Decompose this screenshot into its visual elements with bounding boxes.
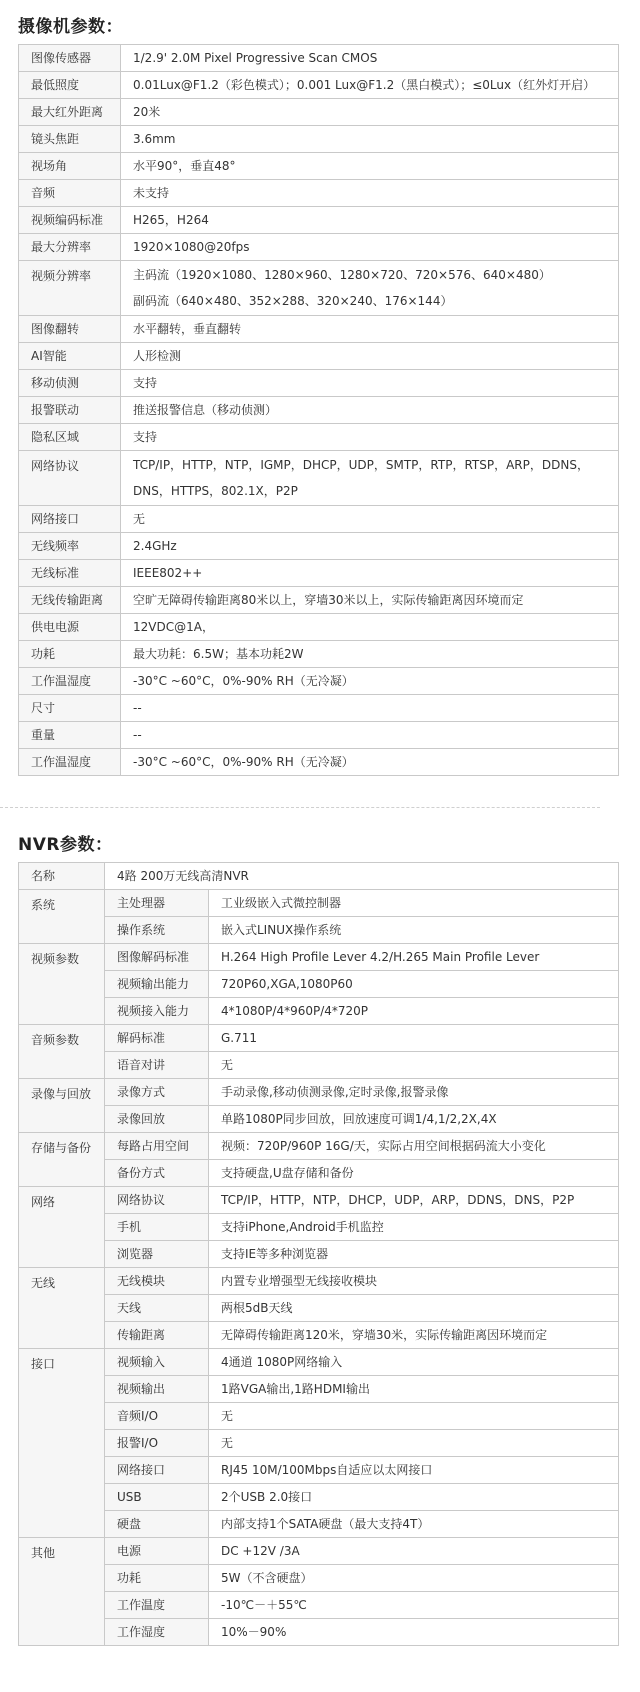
table-row xyxy=(19,1106,619,1133)
table-row xyxy=(19,1538,619,1565)
spec-label: 操作系统 xyxy=(105,917,209,944)
spec-label: 隐私区域 xyxy=(19,424,121,451)
spec-value: 1920×1080@20fps xyxy=(121,234,619,261)
table-row xyxy=(19,72,619,99)
table-row xyxy=(19,1619,619,1646)
spec-value: 支持 xyxy=(121,424,619,451)
table-row xyxy=(19,451,619,506)
spec-value: -10℃－＋55℃ xyxy=(209,1592,619,1619)
spec-group-label: 其他 xyxy=(19,1538,105,1646)
spec-label: 工作温湿度 xyxy=(19,749,121,776)
spec-value xyxy=(121,451,619,506)
spec-value: 手动录像,移动侦测录像,定时录像,报警录像 xyxy=(209,1079,619,1106)
table-row xyxy=(19,1241,619,1268)
table-row xyxy=(19,1592,619,1619)
spec-label: 视频接入能力 xyxy=(105,998,209,1025)
spec-label: 供电电源 xyxy=(19,614,121,641)
spec-value: -- xyxy=(121,695,619,722)
table-row xyxy=(19,1052,619,1079)
table-row xyxy=(19,1079,619,1106)
spec-value: 5W（不含硬盘） xyxy=(209,1565,619,1592)
table-row xyxy=(19,614,619,641)
spec-value-line: 主码流（1920×1080、1280×960、1280×720、720×576、640×480） xyxy=(133,268,551,282)
spec-label: 尺寸 xyxy=(19,695,121,722)
spec-value: TCP/IP，HTTP，NTP，DHCP，UDP，ARP，DDNS，DNS，P2P xyxy=(209,1187,619,1214)
spec-value: RJ45 10M/100Mbps自适应以太网接口 xyxy=(209,1457,619,1484)
spec-value: 单路1080P同步回放，回放速度可调1/4,1/2,2X,4X xyxy=(209,1106,619,1133)
spec-label: 音频I/O xyxy=(105,1403,209,1430)
spec-label: 手机 xyxy=(105,1214,209,1241)
spec-value: 2个USB 2.0接口 xyxy=(209,1484,619,1511)
table-row xyxy=(19,397,619,424)
table-row xyxy=(19,343,619,370)
spec-value: 720P60,XGA,1080P60 xyxy=(209,971,619,998)
table-row xyxy=(19,641,619,668)
table-row xyxy=(19,153,619,180)
spec-label: 图像传感器 xyxy=(19,45,121,72)
spec-value: 最大功耗：6.5W；基本功耗2W xyxy=(121,641,619,668)
table-row xyxy=(19,1565,619,1592)
spec-value: 2.4GHz xyxy=(121,533,619,560)
spec-label: 天线 xyxy=(105,1295,209,1322)
spec-label: 无线传输距离 xyxy=(19,587,121,614)
spec-label: 最大红外距离 xyxy=(19,99,121,126)
table-row xyxy=(19,1295,619,1322)
spec-label: 网络协议 xyxy=(19,451,121,506)
spec-group-label: 音频参数 xyxy=(19,1025,105,1079)
spec-value: 20米 xyxy=(121,99,619,126)
spec-value: 未支持 xyxy=(121,180,619,207)
table-row xyxy=(19,1403,619,1430)
spec-label: AI智能 xyxy=(19,343,121,370)
table-row xyxy=(19,1187,619,1214)
table-row xyxy=(19,695,619,722)
spec-label: 硬盘 xyxy=(105,1511,209,1538)
table-row xyxy=(19,533,619,560)
spec-label: 功耗 xyxy=(105,1565,209,1592)
spec-value xyxy=(121,261,619,316)
spec-label: 名称 xyxy=(19,863,105,890)
table-row xyxy=(19,971,619,998)
table-row xyxy=(19,207,619,234)
table-row xyxy=(19,1349,619,1376)
table-row xyxy=(19,1511,619,1538)
spec-label: 无线标准 xyxy=(19,560,121,587)
spec-label: 传输距离 xyxy=(105,1322,209,1349)
table-row xyxy=(19,749,619,776)
spec-value: 4通道 1080P网络输入 xyxy=(209,1349,619,1376)
spec-value: 支持IE等多种浏览器 xyxy=(209,1241,619,1268)
table-row xyxy=(19,126,619,153)
spec-label: 电源 xyxy=(105,1538,209,1565)
spec-value: 12VDC@1A， xyxy=(121,614,619,641)
spec-value: 支持iPhone,Android手机监控 xyxy=(209,1214,619,1241)
table-row xyxy=(19,1322,619,1349)
table-row xyxy=(19,944,619,971)
spec-label: 移动侦测 xyxy=(19,370,121,397)
spec-label: 音频 xyxy=(19,180,121,207)
spec-value: 4路 200万无线高清NVR xyxy=(105,863,619,890)
table-row xyxy=(19,722,619,749)
table-row xyxy=(19,587,619,614)
table-row xyxy=(19,998,619,1025)
table-row xyxy=(19,1430,619,1457)
table-row xyxy=(19,1268,619,1295)
spec-value: 1/2.9' 2.0M Pixel Progressive Scan CMOS xyxy=(121,45,619,72)
table-row xyxy=(19,234,619,261)
spec-label: 主处理器 xyxy=(105,890,209,917)
spec-value: 内置专业增强型无线接收模块 xyxy=(209,1268,619,1295)
table-row xyxy=(19,99,619,126)
spec-value: 水平90°，垂直48° xyxy=(121,153,619,180)
spec-label: 功耗 xyxy=(19,641,121,668)
spec-value: 水平翻转，垂直翻转 xyxy=(121,316,619,343)
spec-label: 备份方式 xyxy=(105,1160,209,1187)
spec-value: -- xyxy=(121,722,619,749)
spec-label: 报警联动 xyxy=(19,397,121,424)
spec-value: 空旷无障碍传输距离80米以上，穿墙30米以上，实际传输距离因环境而定 xyxy=(121,587,619,614)
spec-group-label: 视频参数 xyxy=(19,944,105,1025)
table-row xyxy=(19,1133,619,1160)
spec-value-line: TCP/IP，HTTP，NTP，IGMP，DHCP，UDP，SMTP，RTP，RTSP，ARP，DDNS， xyxy=(133,458,589,472)
spec-label: 工作温湿度 xyxy=(19,668,121,695)
spec-value-line: DNS，HTTPS，802.1X，P2P xyxy=(133,484,298,498)
spec-label: 网络接口 xyxy=(105,1457,209,1484)
section-divider xyxy=(0,807,600,808)
spec-label: 无线模块 xyxy=(105,1268,209,1295)
spec-label: 录像方式 xyxy=(105,1079,209,1106)
spec-label: 视频输出 xyxy=(105,1376,209,1403)
spec-label: 视频编码标准 xyxy=(19,207,121,234)
spec-value: 工业级嵌入式微控制器 xyxy=(209,890,619,917)
spec-value: 人形检测 xyxy=(121,343,619,370)
spec-value: -30°C ~60°C，0%-90% RH（无冷凝） xyxy=(121,749,619,776)
spec-value: 支持 xyxy=(121,370,619,397)
spec-label: 图像翻转 xyxy=(19,316,121,343)
spec-label: 重量 xyxy=(19,722,121,749)
table-row xyxy=(19,560,619,587)
camera-spec-table xyxy=(18,44,619,776)
nvr-section-title: NVR参数： xyxy=(18,835,113,855)
spec-label: USB xyxy=(105,1484,209,1511)
spec-value: 视频：720P/960P 16G/天，实际占用空间根据码流大小变化 xyxy=(209,1133,619,1160)
table-row xyxy=(19,316,619,343)
table-row xyxy=(19,1160,619,1187)
spec-label: 解码标准 xyxy=(105,1025,209,1052)
spec-label: 语音对讲 xyxy=(105,1052,209,1079)
table-row xyxy=(19,180,619,207)
spec-value: 无障碍传输距离120米，穿墙30米，实际传输距离因环境而定 xyxy=(209,1322,619,1349)
spec-label: 录像回放 xyxy=(105,1106,209,1133)
spec-label: 浏览器 xyxy=(105,1241,209,1268)
spec-label: 视频输出能力 xyxy=(105,971,209,998)
spec-group-label: 系统 xyxy=(19,890,105,944)
table-row xyxy=(19,506,619,533)
spec-label: 图像解码标准 xyxy=(105,944,209,971)
spec-value: 无 xyxy=(209,1430,619,1457)
spec-label: 网络协议 xyxy=(105,1187,209,1214)
spec-value: 1路VGA输出,1路HDMI输出 xyxy=(209,1376,619,1403)
spec-label: 镜头焦距 xyxy=(19,126,121,153)
spec-value: 推送报警信息（移动侦测） xyxy=(121,397,619,424)
spec-value: 4*1080P/4*960P/4*720P xyxy=(209,998,619,1025)
spec-value: 无 xyxy=(121,506,619,533)
spec-value: 3.6mm xyxy=(121,126,619,153)
table-row xyxy=(19,917,619,944)
table-row xyxy=(19,1484,619,1511)
table-row xyxy=(19,890,619,917)
spec-group-label: 录像与回放 xyxy=(19,1079,105,1133)
spec-label: 报警I/O xyxy=(105,1430,209,1457)
table-row xyxy=(19,370,619,397)
spec-label: 视频分辨率 xyxy=(19,261,121,316)
spec-value: 嵌入式LINUX操作系统 xyxy=(209,917,619,944)
spec-value: 内部支持1个SATA硬盘（最大支持4T） xyxy=(209,1511,619,1538)
spec-group-label: 无线 xyxy=(19,1268,105,1349)
spec-group-label: 网络 xyxy=(19,1187,105,1268)
spec-value: 0.01Lux@F1.2（彩色模式）；0.001 Lux@F1.2（黑白模式）；≤0Lux（红外灯开启） xyxy=(121,72,619,99)
table-row xyxy=(19,1025,619,1052)
table-row xyxy=(19,424,619,451)
spec-group-label: 接口 xyxy=(19,1349,105,1538)
spec-value: 支持硬盘,U盘存储和备份 xyxy=(209,1160,619,1187)
spec-value-line: 副码流（640×480、352×288、320×240、176×144） xyxy=(133,294,453,308)
table-row xyxy=(19,1457,619,1484)
spec-label: 无线频率 xyxy=(19,533,121,560)
table-row xyxy=(19,1214,619,1241)
spec-label: 视频输入 xyxy=(105,1349,209,1376)
spec-label: 工作温度 xyxy=(105,1592,209,1619)
table-row xyxy=(19,261,619,316)
spec-value: IEEE802++ xyxy=(121,560,619,587)
camera-section-title: 摄像机参数： xyxy=(18,17,123,37)
spec-value: 无 xyxy=(209,1403,619,1430)
table-row xyxy=(19,1376,619,1403)
spec-value: 10%－90% xyxy=(209,1619,619,1646)
spec-value: 无 xyxy=(209,1052,619,1079)
spec-label: 网络接口 xyxy=(19,506,121,533)
spec-value: DC +12V /3A xyxy=(209,1538,619,1565)
spec-value: -30°C ~60°C，0%-90% RH（无冷凝） xyxy=(121,668,619,695)
spec-label: 每路占用空间 xyxy=(105,1133,209,1160)
table-row xyxy=(19,668,619,695)
spec-label: 最低照度 xyxy=(19,72,121,99)
table-row xyxy=(19,45,619,72)
table-row xyxy=(19,863,619,890)
spec-label: 工作湿度 xyxy=(105,1619,209,1646)
spec-value: H265，H264 xyxy=(121,207,619,234)
spec-value: H.264 High Profile Lever 4.2/H.265 Main Profile Lever xyxy=(209,944,619,971)
spec-group-label: 存储与备份 xyxy=(19,1133,105,1187)
spec-label: 视场角 xyxy=(19,153,121,180)
nvr-spec-table xyxy=(18,862,619,1646)
spec-label: 最大分辨率 xyxy=(19,234,121,261)
spec-value: 两根5dB天线 xyxy=(209,1295,619,1322)
spec-value: G.711 xyxy=(209,1025,619,1052)
